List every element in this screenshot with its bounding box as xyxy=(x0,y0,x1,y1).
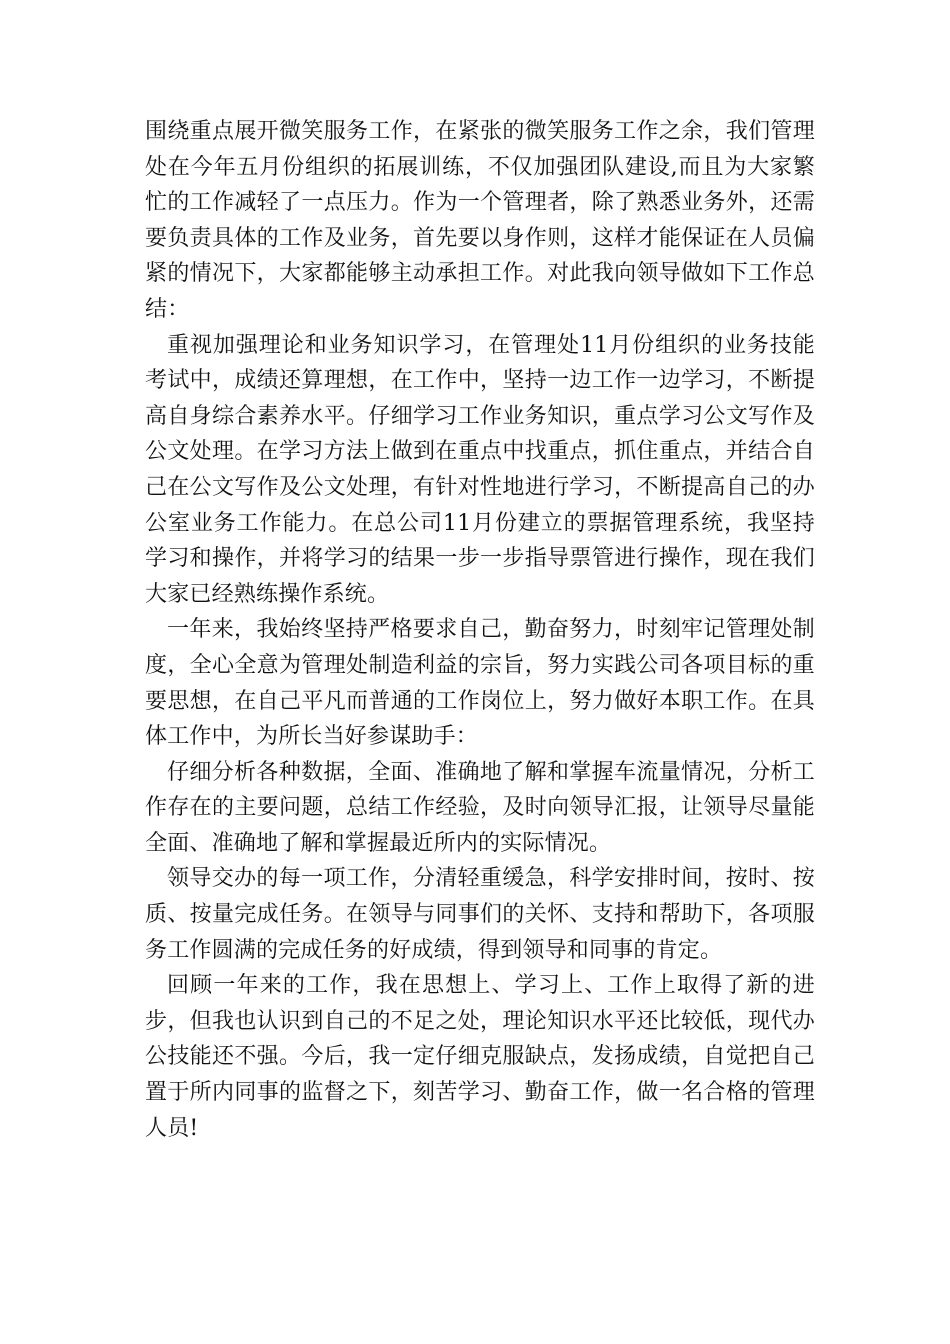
paragraph-intro: 围绕重点展开微笑服务工作，在紧张的微笑服务工作之余，我们管理处在今年五月份组织的拓展训练，不仅加强团队建设,而且为大家繁忙的工作减轻了一点压力。作为一个管理者，除了熟悉业务外，还需要负责具体的工作及业务，首先要以身作则，这样才能保证在人员偏紧的情况下，大家都能够主动承担工作。对此我向领导做如下工作总结： xyxy=(145,119,815,322)
paragraph-conclusion: 回顾一年来的工作，我在思想上、学习上、工作上取得了新的进步，但我也认识到自己的不足之处，理论知识水平还比较低，现代办公技能还不强。今后，我一定仔细克服缺点，发扬成绩，自觉把自己置于所内同事的监督之下，刻苦学习、勤奋工作，做一名合格的管理人员! xyxy=(145,973,815,1141)
paragraph-year-review: 一年来，我始终坚持严格要求自己，勤奋努力，时刻牢记管理处制度，全心全意为管理处制造利益的宗旨，努力实践公司各项目标的重要思想，在自己平凡而普通的工作岗位上，努力做好本职工作。在具体工作中，为所长当好参谋助手： xyxy=(145,617,815,750)
paragraph-tasks: 领导交办的每一项工作，分清轻重缓急，科学安排时间，按时、按质、按量完成任务。在领导与同事们的关怀、支持和帮助下，各项服务工作圆满的完成任务的好成绩，得到领导和同事的肯定。 xyxy=(145,866,815,963)
paragraph-analysis: 仔细分析各种数据，全面、准确地了解和掌握车流量情况，分析工作存在的主要问题，总结工作经验，及时向领导汇报，让领导尽量能全面、准确地了解和掌握最近所内的实际情况。 xyxy=(145,759,815,856)
document-body xyxy=(145,114,815,1146)
paragraph-study: 重视加强理论和业务知识学习，在管理处11月份组织的业务技能考试中，成绩还算理想，在工作中，坚持一边工作一边学习，不断提高自身综合素养水平。仔细学习工作业务知识，重点学习公文写作及公文处理。在学习方法上做到在重点中找重点，抓住重点，并结合自己在公文写作及公文处理，有针对性地进行学习，不断提高自己的办公室业务工作能力。在总公司11月份建立的票据管理系统，我坚持学习和操作，并将学习的结果一步一步指导票管进行操作，现在我们大家已经熟练操作系统。 xyxy=(145,332,815,607)
